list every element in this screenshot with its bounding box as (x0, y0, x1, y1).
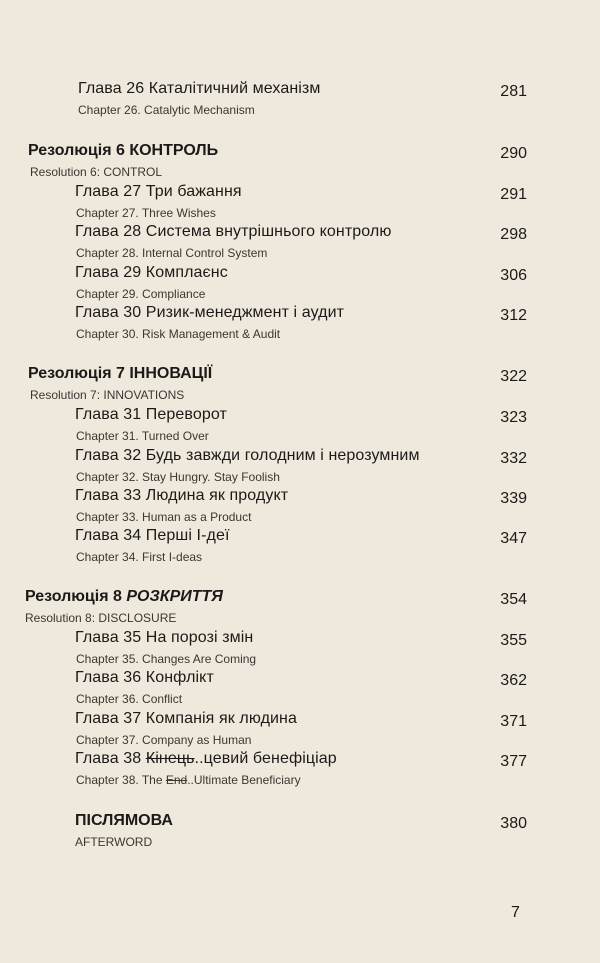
chapter-28-subtitle: Chapter 28. Internal Control System (76, 246, 268, 260)
chapter-37-title: Глава 37 Компанія як людина (75, 710, 297, 727)
chapter-38-en-rest: ..Ultimate Beneficiary (187, 773, 301, 787)
chapter-30-page: 312 (500, 307, 527, 324)
chapter-37-page: 371 (500, 713, 527, 730)
resolution-7-subtitle: Resolution 7: INNOVATIONS (30, 388, 185, 402)
afterword-subtitle: AFTERWORD (75, 835, 153, 849)
chapter-36-page: 362 (500, 672, 527, 689)
chapter-38-label: Глава 38 (75, 750, 142, 767)
chapter-27-title: Глава 27 Три бажання (75, 183, 242, 200)
chapter-34-subtitle: Chapter 34. First I-deas (76, 550, 203, 564)
chapter-36-subtitle: Chapter 36. Conflict (76, 692, 183, 706)
chapter-38-page: 377 (500, 753, 527, 770)
resolution-8-title (25, 588, 223, 606)
resolution-7-title (28, 365, 212, 383)
chapter-38-struck-word: Кінець (145, 750, 195, 767)
chapter-33-page: 339 (500, 490, 527, 507)
chapter-31-subtitle: Chapter 31. Turned Over (76, 429, 209, 443)
chapter-38-subtitle (76, 773, 301, 787)
chapter-34-title: Глава 34 Перші І-деї (75, 527, 230, 544)
chapter-29-title: Глава 29 Комплаєнс (75, 264, 228, 281)
chapter-32-subtitle: Chapter 32. Stay Hungry. Stay Foolish (76, 470, 280, 484)
chapter-33-title: Глава 33 Людина як продукт (75, 487, 289, 504)
chapter-26-subtitle: Chapter 26. Catalytic Mechanism (78, 103, 255, 117)
resolution-8-subtitle: Resolution 8: DISCLOSURE (25, 611, 177, 625)
resolution-7-name: ІННОВАЦІЇ (129, 365, 213, 382)
chapter-37-subtitle: Chapter 37. Company as Human (76, 733, 252, 747)
resolution-6-subtitle: Resolution 6: CONTROL (30, 165, 163, 179)
chapter-38-title-rest: ..цевий бенефіціар (194, 750, 337, 767)
resolution-8-label: Резолюція 8 (25, 588, 122, 605)
chapter-36-title: Глава 36 Конфлікт (75, 669, 214, 686)
chapter-26-page: 281 (500, 83, 527, 100)
chapter-29-subtitle: Chapter 29. Compliance (76, 287, 206, 301)
chapter-30-title: Глава 30 Ризик-менеджмент і аудит (75, 304, 345, 321)
chapter-26-title: Глава 26 Каталітичний механізм (78, 80, 321, 97)
chapter-29-page: 306 (500, 267, 527, 284)
resolution-6-page: 290 (500, 145, 527, 162)
chapter-34-page: 347 (500, 530, 527, 547)
resolution-6-name: КОНТРОЛЬ (129, 142, 219, 159)
resolution-6-title (28, 142, 218, 160)
chapter-35-page: 355 (500, 632, 527, 649)
afterword-page: 380 (500, 815, 527, 832)
resolution-8-page: 354 (500, 591, 527, 608)
chapter-35-subtitle: Chapter 35. Changes Are Coming (76, 652, 257, 666)
page-number: 7 (511, 904, 520, 921)
resolution-7-label: Резолюція 7 (28, 365, 125, 382)
resolution-6-label: Резолюція 6 (28, 142, 125, 159)
chapter-38-en-label: Chapter 38. The (76, 773, 163, 787)
chapter-38-title (75, 750, 337, 768)
resolution-7-page: 322 (500, 368, 527, 385)
chapter-33-subtitle: Chapter 33. Human as a Product (76, 510, 252, 524)
chapter-31-page: 323 (500, 409, 527, 426)
chapter-32-page: 332 (500, 450, 527, 467)
chapter-28-title: Глава 28 Система внутрішнього контролю (75, 223, 392, 240)
resolution-8-name: РОЗКРИТТЯ (126, 588, 223, 605)
chapter-28-page: 298 (500, 226, 527, 243)
chapter-30-subtitle: Chapter 30. Risk Management & Audit (76, 327, 281, 341)
chapter-27-page: 291 (500, 186, 527, 203)
chapter-31-title: Глава 31 Переворот (75, 406, 227, 423)
chapter-35-title: Глава 35 На порозі змін (75, 629, 254, 646)
afterword-title: ПІСЛЯМОВА (75, 812, 173, 829)
chapter-38-en-struck-word: End (165, 773, 188, 787)
chapter-32-title: Глава 32 Будь завжди голодним і нерозумним (75, 447, 420, 464)
chapter-27-subtitle: Chapter 27. Three Wishes (76, 206, 216, 220)
